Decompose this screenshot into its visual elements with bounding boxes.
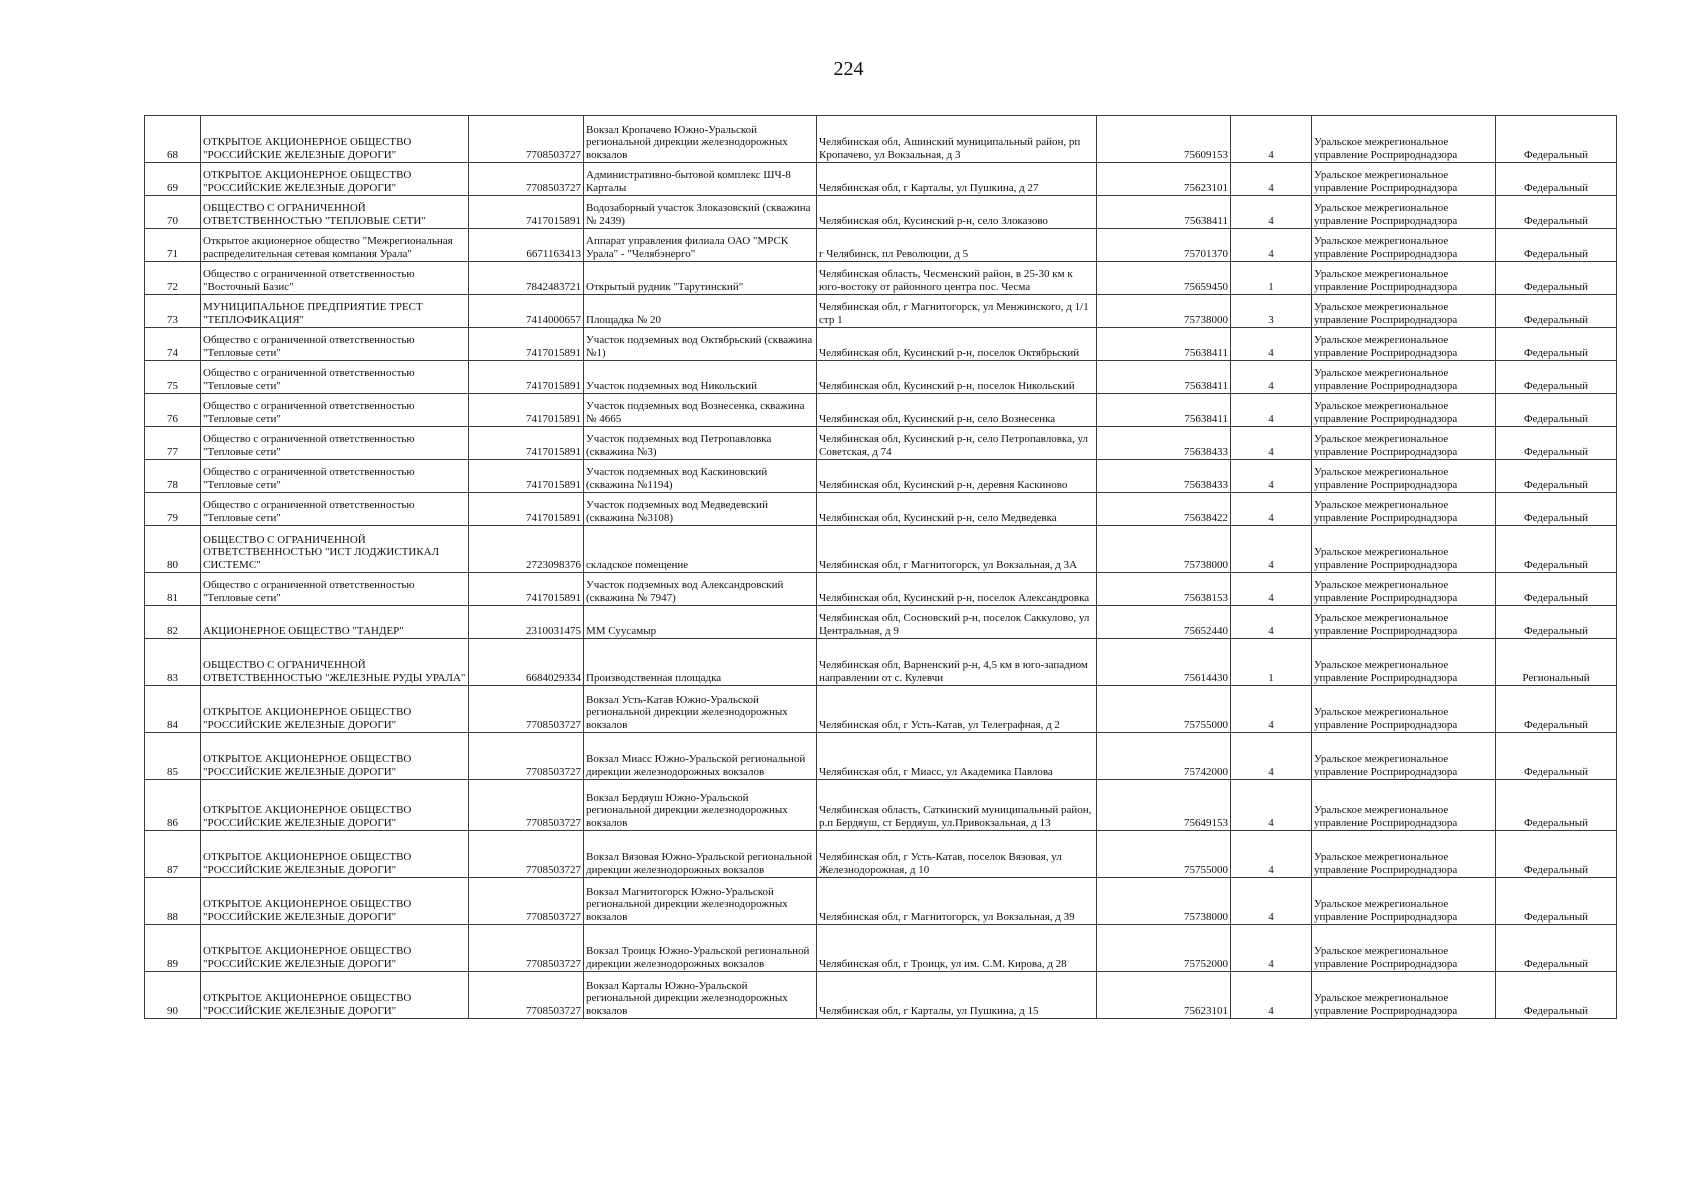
supervising-authority: Уральское межрегиональное управление Росприроднадзора [1312,878,1496,925]
inn-code: 7708503727 [469,116,584,163]
row-number: 73 [145,295,201,328]
object-address: Челябинская обл, г Магнитогорск, ул Менжинского, д 1/1 стр 1 [817,295,1097,328]
supervision-level: Федеральный [1496,116,1617,163]
inn-code: 7708503727 [469,972,584,1019]
supervision-level: Федеральный [1496,394,1617,427]
supervision-level: Федеральный [1496,229,1617,262]
inn-code: 7414000657 [469,295,584,328]
table-row [145,262,1617,295]
organization-name: ОТКРЫТОЕ АКЦИОНЕРНОЕ ОБЩЕСТВО "РОССИЙСКИЕ ЖЕЛЕЗНЫЕ ДОРОГИ" [201,831,469,878]
row-number: 80 [145,526,201,573]
row-number: 90 [145,972,201,1019]
inn-code: 2723098376 [469,526,584,573]
organization-name: ОБЩЕСТВО С ОГРАНИЧЕННОЙ ОТВЕТСТВЕННОСТЬЮ "ИСТ ЛОДЖИСТИКАЛ СИСТЕМС" [201,526,469,573]
object-address: Челябинская обл, г Миасс, ул Академика Павлова [817,733,1097,780]
organization-name: Общество с ограниченной ответственностью "Тепловые сети" [201,460,469,493]
organization-name: ОТКРЫТОЕ АКЦИОНЕРНОЕ ОБЩЕСТВО "РОССИЙСКИЕ ЖЕЛЕЗНЫЕ ДОРОГИ" [201,780,469,831]
oktmo-code: 75638153 [1097,573,1231,606]
object-address: Челябинская обл, Сосновский р-н, поселок Саккулово, ул Центральная, д 9 [817,606,1097,639]
supervising-authority: Уральское межрегиональное управление Росприроднадзора [1312,295,1496,328]
row-number: 76 [145,394,201,427]
row-number: 68 [145,116,201,163]
risk-category: 4 [1231,229,1312,262]
object-name: Производственная площадка [584,639,817,686]
inn-code: 7708503727 [469,163,584,196]
risk-category: 4 [1231,526,1312,573]
object-address: Челябинская обл, Ашинский муниципальный район, рп Кропачево, ул Вокзальная, д 3 [817,116,1097,163]
supervision-level: Федеральный [1496,733,1617,780]
supervising-authority: Уральское межрегиональное управление Росприроднадзора [1312,686,1496,733]
supervising-authority: Уральское межрегиональное управление Росприроднадзора [1312,262,1496,295]
risk-category: 4 [1231,831,1312,878]
registry-table [144,115,1617,1019]
oktmo-code: 75752000 [1097,925,1231,972]
object-name: Водозаборный участок Злоказовский (скважина № 2439) [584,196,817,229]
inn-code: 7708503727 [469,925,584,972]
oktmo-code: 75755000 [1097,686,1231,733]
table-row [145,733,1617,780]
row-number: 70 [145,196,201,229]
risk-category: 4 [1231,878,1312,925]
table-row [145,780,1617,831]
object-name: Участок подземных вод Медведевский (скважина №3108) [584,493,817,526]
object-address: Челябинская область, Саткинский муниципальный район, р.п Бердяуш, ст Бердяуш, ул.Привокзальная, д 13 [817,780,1097,831]
risk-category: 4 [1231,493,1312,526]
risk-category: 4 [1231,972,1312,1019]
risk-category: 4 [1231,328,1312,361]
organization-name: ОТКРЫТОЕ АКЦИОНЕРНОЕ ОБЩЕСТВО "РОССИЙСКИЕ ЖЕЛЕЗНЫЕ ДОРОГИ" [201,116,469,163]
supervising-authority: Уральское межрегиональное управление Росприроднадзора [1312,573,1496,606]
oktmo-code: 75623101 [1097,163,1231,196]
risk-category: 4 [1231,606,1312,639]
table-row [145,328,1617,361]
supervision-level: Федеральный [1496,526,1617,573]
registry-rows [145,116,1617,1019]
supervision-level: Федеральный [1496,196,1617,229]
table-row [145,878,1617,925]
object-name: Вокзал Кропачево Южно-Уральской региональной дирекции железнодорожных вокзалов [584,116,817,163]
inn-code: 7708503727 [469,780,584,831]
inn-code: 7417015891 [469,361,584,394]
row-number: 79 [145,493,201,526]
organization-name: ОБЩЕСТВО С ОГРАНИЧЕННОЙ ОТВЕТСТВЕННОСТЬЮ "ЖЕЛЕЗНЫЕ РУДЫ УРАЛА" [201,639,469,686]
supervising-authority: Уральское межрегиональное управление Росприроднадзора [1312,639,1496,686]
organization-name: ОТКРЫТОЕ АКЦИОНЕРНОЕ ОБЩЕСТВО "РОССИЙСКИЕ ЖЕЛЕЗНЫЕ ДОРОГИ" [201,878,469,925]
row-number: 72 [145,262,201,295]
oktmo-code: 75638411 [1097,196,1231,229]
object-name: Административно-бытовой комплекс ШЧ-8 Карталы [584,163,817,196]
supervising-authority: Уральское межрегиональное управление Росприроднадзора [1312,163,1496,196]
supervision-level: Федеральный [1496,295,1617,328]
inn-code: 7417015891 [469,573,584,606]
supervision-level: Федеральный [1496,460,1617,493]
table-row [145,925,1617,972]
row-number: 89 [145,925,201,972]
object-name: Вокзал Миасс Южно-Уральской региональной дирекции железнодорожных вокзалов [584,733,817,780]
risk-category: 4 [1231,394,1312,427]
object-name: Участок подземных вод Октябрьский (скважина №1) [584,328,817,361]
table-row [145,295,1617,328]
supervision-level: Федеральный [1496,573,1617,606]
table-row [145,427,1617,460]
inn-code: 7417015891 [469,427,584,460]
row-number: 81 [145,573,201,606]
risk-category: 4 [1231,361,1312,394]
row-number: 74 [145,328,201,361]
oktmo-code: 75638433 [1097,427,1231,460]
organization-name: Общество с ограниченной ответственностью "Тепловые сети" [201,361,469,394]
oktmo-code: 75638411 [1097,361,1231,394]
object-name: ММ Суусамыр [584,606,817,639]
inn-code: 7708503727 [469,733,584,780]
object-address: Челябинская обл, г Магнитогорск, ул Вокзальная, д 39 [817,878,1097,925]
object-address: Челябинская обл, Кусинский р-н, село Вознесенка [817,394,1097,427]
organization-name: Общество с ограниченной ответственностью "Тепловые сети" [201,573,469,606]
object-name: Участок подземных вод Александровский (скважина № 7947) [584,573,817,606]
object-address: Челябинская обл, г Усть-Катав, ул Телеграфная, д 2 [817,686,1097,733]
supervision-level: Федеральный [1496,262,1617,295]
row-number: 78 [145,460,201,493]
supervising-authority: Уральское межрегиональное управление Росприроднадзора [1312,925,1496,972]
organization-name: МУНИЦИПАЛЬНОЕ ПРЕДПРИЯТИЕ ТРЕСТ "ТЕПЛОФИКАЦИЯ" [201,295,469,328]
row-number: 77 [145,427,201,460]
inn-code: 2310031475 [469,606,584,639]
oktmo-code: 75638411 [1097,328,1231,361]
inn-code: 6671163413 [469,229,584,262]
supervising-authority: Уральское межрегиональное управление Росприроднадзора [1312,733,1496,780]
row-number: 88 [145,878,201,925]
table-row [145,606,1617,639]
object-name: Участок подземных вод Петропавловка (скважина №3) [584,427,817,460]
row-number: 82 [145,606,201,639]
supervision-level: Федеральный [1496,925,1617,972]
supervising-authority: Уральское межрегиональное управление Росприроднадзора [1312,780,1496,831]
inn-code: 7417015891 [469,460,584,493]
object-address: Челябинская обл, г Карталы, ул Пушкина, д 15 [817,972,1097,1019]
risk-category: 4 [1231,925,1312,972]
supervising-authority: Уральское межрегиональное управление Росприроднадзора [1312,229,1496,262]
supervision-level: Федеральный [1496,606,1617,639]
page-number: 224 [833,58,864,80]
table-row [145,686,1617,733]
oktmo-code: 75614430 [1097,639,1231,686]
object-address: Челябинская обл, Кусинский р-н, поселок Александровка [817,573,1097,606]
inn-code: 6684029334 [469,639,584,686]
table-row [145,229,1617,262]
object-address: Челябинская обл, г Усть-Катав, поселок Вязовая, ул Железнодорожная, д 10 [817,831,1097,878]
supervising-authority: Уральское межрегиональное управление Росприроднадзора [1312,328,1496,361]
risk-category: 4 [1231,163,1312,196]
risk-category: 4 [1231,460,1312,493]
risk-category: 4 [1231,780,1312,831]
organization-name: ОБЩЕСТВО С ОГРАНИЧЕННОЙ ОТВЕТСТВЕННОСТЬЮ "ТЕПЛОВЫЕ СЕТИ" [201,196,469,229]
row-number: 71 [145,229,201,262]
table-row [145,116,1617,163]
inn-code: 7842483721 [469,262,584,295]
organization-name: Общество с ограниченной ответственностью "Тепловые сети" [201,328,469,361]
table-row [145,639,1617,686]
object-address: Челябинская обл, г Карталы, ул Пушкина, д 27 [817,163,1097,196]
supervision-level: Региональный [1496,639,1617,686]
risk-category: 4 [1231,196,1312,229]
object-name: Аппарат управления филиала ОАО "МРСК Урала" - "Челябэнерго" [584,229,817,262]
supervising-authority: Уральское межрегиональное управление Росприроднадзора [1312,427,1496,460]
row-number: 85 [145,733,201,780]
supervising-authority: Уральское межрегиональное управление Росприроднадзора [1312,831,1496,878]
table-row [145,361,1617,394]
table-row [145,493,1617,526]
oktmo-code: 75638433 [1097,460,1231,493]
risk-category: 1 [1231,262,1312,295]
object-name: Участок подземных вод Никольский [584,361,817,394]
supervising-authority: Уральское межрегиональное управление Росприроднадзора [1312,606,1496,639]
inn-code: 7417015891 [469,196,584,229]
object-name: Участок подземных вод Каскиновский (скважина №1194) [584,460,817,493]
row-number: 69 [145,163,201,196]
organization-name: ОТКРЫТОЕ АКЦИОНЕРНОЕ ОБЩЕСТВО "РОССИЙСКИЕ ЖЕЛЕЗНЫЕ ДОРОГИ" [201,733,469,780]
row-number: 87 [145,831,201,878]
object-address: Челябинская обл, Кусинский р-н, деревня Каскиново [817,460,1097,493]
object-address: г Челябинск, пл Революции, д 5 [817,229,1097,262]
supervision-level: Федеральный [1496,328,1617,361]
risk-category: 4 [1231,733,1312,780]
supervision-level: Федеральный [1496,878,1617,925]
organization-name: АКЦИОНЕРНОЕ ОБЩЕСТВО "ТАНДЕР" [201,606,469,639]
table-row [145,394,1617,427]
row-number: 86 [145,780,201,831]
supervision-level: Федеральный [1496,686,1617,733]
oktmo-code: 75738000 [1097,295,1231,328]
oktmo-code: 75623101 [1097,972,1231,1019]
row-number: 83 [145,639,201,686]
table-row [145,526,1617,573]
table-row [145,972,1617,1019]
risk-category: 4 [1231,427,1312,460]
object-name: складское помещение [584,526,817,573]
risk-category: 3 [1231,295,1312,328]
supervising-authority: Уральское межрегиональное управление Росприроднадзора [1312,493,1496,526]
oktmo-code: 75742000 [1097,733,1231,780]
object-address: Челябинская область, Чесменский район, в 25-30 км к юго-востоку от районного центра пос. Чесма [817,262,1097,295]
organization-name: ОТКРЫТОЕ АКЦИОНЕРНОЕ ОБЩЕСТВО "РОССИЙСКИЕ ЖЕЛЕЗНЫЕ ДОРОГИ" [201,972,469,1019]
organization-name: Общество с ограниченной ответственностью "Тепловые сети" [201,394,469,427]
oktmo-code: 75652440 [1097,606,1231,639]
supervising-authority: Уральское межрегиональное управление Росприроднадзора [1312,972,1496,1019]
oktmo-code: 75738000 [1097,526,1231,573]
supervision-level: Федеральный [1496,493,1617,526]
oktmo-code: 75649153 [1097,780,1231,831]
supervising-authority: Уральское межрегиональное управление Росприроднадзора [1312,361,1496,394]
organization-name: Общество с ограниченной ответственностью "Тепловые сети" [201,427,469,460]
inn-code: 7417015891 [469,328,584,361]
supervision-level: Федеральный [1496,361,1617,394]
organization-name: Общество с ограниченной ответственностью "Тепловые сети" [201,493,469,526]
oktmo-code: 75738000 [1097,878,1231,925]
inn-code: 7708503727 [469,878,584,925]
oktmo-code: 75659450 [1097,262,1231,295]
organization-name: Общество с ограниченной ответственностью "Восточный Базис" [201,262,469,295]
table-row [145,573,1617,606]
risk-category: 4 [1231,573,1312,606]
risk-category: 4 [1231,686,1312,733]
row-number: 84 [145,686,201,733]
oktmo-code: 75609153 [1097,116,1231,163]
risk-category: 1 [1231,639,1312,686]
object-address: Челябинская обл, Кусинский р-н, поселок Октябрьский [817,328,1097,361]
inn-code: 7708503727 [469,686,584,733]
object-name: Площадка № 20 [584,295,817,328]
object-name: Открытый рудник "Тарутинский" [584,262,817,295]
inn-code: 7417015891 [469,493,584,526]
supervision-level: Федеральный [1496,163,1617,196]
supervising-authority: Уральское межрегиональное управление Росприроднадзора [1312,460,1496,493]
oktmo-code: 75755000 [1097,831,1231,878]
supervising-authority: Уральское межрегиональное управление Росприроднадзора [1312,116,1496,163]
oktmo-code: 75638422 [1097,493,1231,526]
table-row [145,460,1617,493]
oktmo-code: 75701370 [1097,229,1231,262]
organization-name: ОТКРЫТОЕ АКЦИОНЕРНОЕ ОБЩЕСТВО "РОССИЙСКИЕ ЖЕЛЕЗНЫЕ ДОРОГИ" [201,925,469,972]
object-address: Челябинская обл, г Троицк, ул им. С.М. Кирова, д 28 [817,925,1097,972]
object-name: Вокзал Бердяуш Южно-Уральской региональной дирекции железнодорожных вокзалов [584,780,817,831]
inn-code: 7417015891 [469,394,584,427]
supervising-authority: Уральское межрегиональное управление Росприроднадзора [1312,526,1496,573]
supervision-level: Федеральный [1496,972,1617,1019]
organization-name: ОТКРЫТОЕ АКЦИОНЕРНОЕ ОБЩЕСТВО "РОССИЙСКИЕ ЖЕЛЕЗНЫЕ ДОРОГИ" [201,163,469,196]
object-name: Вокзал Троицк Южно-Уральской региональной дирекции железнодорожных вокзалов [584,925,817,972]
object-address: Челябинская обл, Варненский р-н, 4,5 км в юго-западном направлении от с. Кулевчи [817,639,1097,686]
table-row [145,196,1617,229]
inn-code: 7708503727 [469,831,584,878]
object-address: Челябинская обл, Кусинский р-н, село Медведевка [817,493,1097,526]
object-address: Челябинская обл, Кусинский р-н, поселок Никольский [817,361,1097,394]
table-row [145,831,1617,878]
supervision-level: Федеральный [1496,427,1617,460]
oktmo-code: 75638411 [1097,394,1231,427]
row-number: 75 [145,361,201,394]
object-name: Вокзал Усть-Катав Южно-Уральской региональной дирекции железнодорожных вокзалов [584,686,817,733]
object-name: Вокзал Карталы Южно-Уральской региональной дирекции железнодорожных вокзалов [584,972,817,1019]
supervising-authority: Уральское межрегиональное управление Росприроднадзора [1312,394,1496,427]
object-name: Участок подземных вод Вознесенка, скважина № 4665 [584,394,817,427]
object-address: Челябинская обл, Кусинский р-н, село Злоказово [817,196,1097,229]
table-row [145,163,1617,196]
supervision-level: Федеральный [1496,780,1617,831]
risk-category: 4 [1231,116,1312,163]
object-address: Челябинская обл, Кусинский р-н, село Петропавловка, ул Советская, д 74 [817,427,1097,460]
organization-name: Открытое акционерное общество "Межрегиональная распределительная сетевая компания Урала" [201,229,469,262]
supervision-level: Федеральный [1496,831,1617,878]
organization-name: ОТКРЫТОЕ АКЦИОНЕРНОЕ ОБЩЕСТВО "РОССИЙСКИЕ ЖЕЛЕЗНЫЕ ДОРОГИ" [201,686,469,733]
object-address: Челябинская обл, г Магнитогорск, ул Вокзальная, д 3А [817,526,1097,573]
object-name: Вокзал Магнитогорск Южно-Уральской региональной дирекции железнодорожных вокзалов [584,878,817,925]
object-name: Вокзал Вязовая Южно-Уральской региональной дирекции железнодорожных вокзалов [584,831,817,878]
supervising-authority: Уральское межрегиональное управление Росприроднадзора [1312,196,1496,229]
